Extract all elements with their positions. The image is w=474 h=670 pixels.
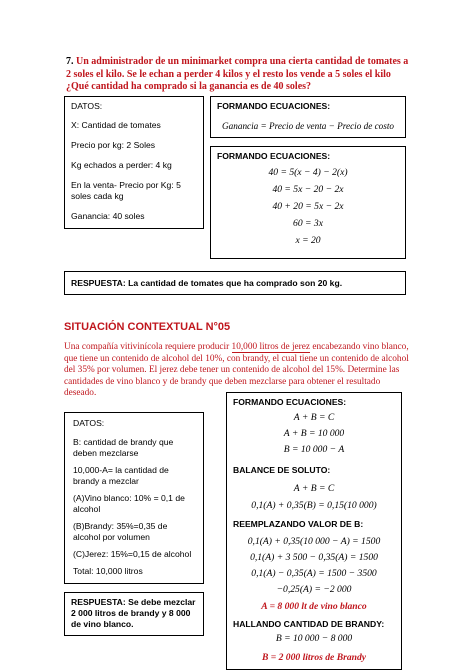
brandy-title: HALLANDO CANTIDAD DE BRANDY:: [233, 619, 385, 629]
ecuaciones-box-3: [226, 392, 402, 670]
result-b: B = 2 000 litros de Brandy: [261, 652, 367, 663]
respuesta-text: RESPUESTA: La cantidad de tomates que ha comprado son 20 kg.: [71, 278, 343, 288]
equation-line: 0,1(A) + 3 500 − 0,35(A) = 1500: [250, 552, 378, 563]
balance-title: BALANCE DE SOLUTO:: [233, 465, 331, 475]
equation-line: B = 10 000 − 8 000: [275, 633, 353, 644]
datos-item: Kg echados a perder: 4 kg: [71, 160, 172, 170]
respuesta-box-1: [64, 271, 406, 295]
ecuaciones-box-1: [210, 96, 406, 138]
equation-line: x = 20: [295, 235, 321, 246]
datos-item: Precio por kg: 2 Soles: [71, 140, 156, 150]
equation-line: 40 = 5(x − 4) − 2(x): [268, 167, 348, 178]
datos-box-2: [64, 412, 204, 584]
datos-item: 10,000-A= la cantidad de brandy a mezclar: [73, 465, 169, 486]
section-heading: SITUACIÓN CONTEXTUAL N°05: [64, 321, 231, 333]
equation-line: 0,1(A) + 0,35(10 000 − A) = 1500: [247, 536, 381, 547]
datos-item: Ganancia: 40 soles: [71, 211, 145, 221]
respuesta-text: RESPUESTA: Se debe mezclar 2 000 litros de brandy y 8 000 de vino blanco.: [71, 597, 196, 629]
datos-item: (A)Vino blanco: 10% = 0,1 de alcohol: [73, 493, 185, 514]
paragraph-text: encabezando vino blanco, que tiene un contenido de alcohol del 10%, con brandy, el cual tiene un contenido de alcohol del 35% por volumen. El jerez debe tener un contenido de alcohol del 15%. Determine las cantidades de vino blanco y de brandy que deben mezclarse para obtener el resultado deseado.: [64, 342, 409, 399]
problem-number: 7.: [66, 56, 74, 67]
result-a: A = 8 000 lt de vino blanco: [261, 601, 367, 612]
equation-line: 40 + 20 = 5x − 2x: [272, 201, 344, 212]
ecuaciones-title: FORMANDO ECUACIONES:: [233, 397, 347, 407]
formula-ganancia: Ganancia = Precio de venta − Precio de costo: [222, 121, 394, 131]
equation-line: A + B = C: [293, 483, 335, 494]
equation-line: 0,1(A) − 0,35(A) = 1500 − 3500: [251, 568, 377, 579]
respuesta-box-2: [64, 592, 204, 636]
datos-item: Total: 10,000 litros: [73, 566, 143, 576]
datos-item: (B)Brandy: 35%=0,35 de alcohol por volumen: [73, 521, 168, 542]
equation-line: 0,1(A) + 0,35(B) = 0,15(10 000): [251, 500, 377, 511]
equation-line: A + B = C: [293, 412, 335, 423]
equation-line: 40 = 5x − 20 − 2x: [272, 184, 344, 195]
datos-title: DATOS:: [73, 418, 105, 428]
equation-line: B = 10 000 − A: [283, 444, 345, 455]
datos-item: En la venta- Precio por Kg: 5 soles cada kg: [71, 180, 181, 201]
problem-7-statement: [66, 56, 411, 94]
ecuaciones-box-2: [210, 146, 406, 259]
reemplazo-title: REEMPLAZANDO VALOR DE B:: [233, 519, 364, 529]
datos-title: DATOS:: [71, 101, 103, 111]
ecuaciones-title: FORMANDO ECUACIONES:: [217, 151, 331, 161]
equation-line: 60 = 3x: [293, 218, 323, 229]
equation-line: −0,25(A) = −2 000: [276, 584, 352, 595]
equation-line: A + B = 10 000: [283, 428, 345, 439]
datos-box-1: [64, 96, 204, 229]
datos-item: (C)Jerez: 15%=0,15 de alcohol: [73, 549, 192, 559]
datos-item: X: Cantidad de tomates: [71, 120, 161, 130]
highlighted-quantity: 10,000 litros de jerez: [231, 342, 311, 352]
paragraph-text: Una compañía vitivinícola requiere producir: [64, 342, 232, 352]
datos-item: B: cantidad de brandy que deben mezclarse: [73, 437, 174, 458]
ecuaciones-title: FORMANDO ECUACIONES:: [217, 101, 331, 111]
problem-text: Un administrador de un minimarket compra una cierta cantidad de tomates a 2 soles el kilo. Se le echan a perder 4 kilos y el resto los vende a 5 soles el kilo ¿Qué cantidad ha comprado si la ganancia es de 40 soles?: [66, 56, 409, 92]
